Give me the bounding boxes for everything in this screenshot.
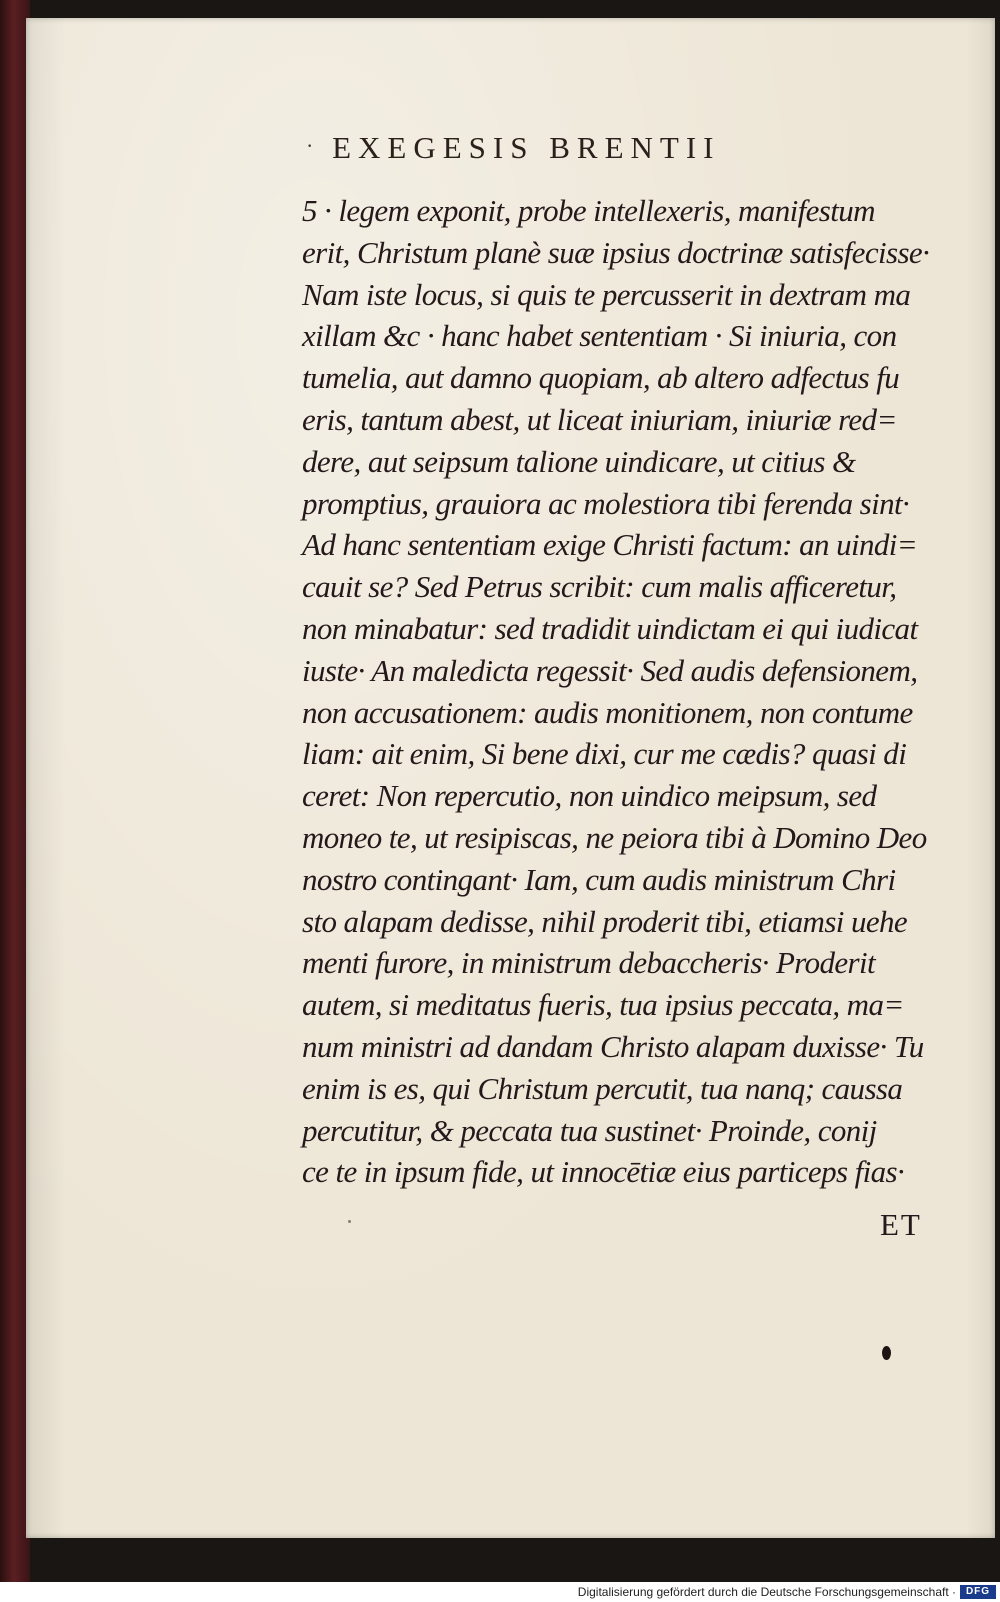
text-line: non minabatur: sed tradidit uindictam ei qui iudicat: [302, 610, 918, 646]
running-head-ornament: ·: [306, 133, 318, 158]
text-line: nostro contingant· Iam, cum audis ministrum Chri: [302, 861, 896, 897]
text-line: ceret: Non repercutio, non uindico meipsum, sed: [302, 778, 877, 814]
ink-speck: [348, 1220, 351, 1223]
text-line: num ministri ad dandam Christo alapam duxisse· Tu: [302, 1028, 924, 1064]
text-line: cauit se? Sed Petrus scribit: cum malis afficeretur,: [302, 569, 897, 605]
text-line: eris, tantum abest, ut liceat iniuriam, iniuriæ red=: [302, 401, 897, 437]
text-line: enim is es, qui Christum percutit, tua nanq; caussa: [302, 1070, 903, 1106]
funding-credit: Digitalisierung gefördert durch die Deutsche Forschungsgemeinschaft ·: [577, 1585, 956, 1599]
dfg-logo-icon: DFG: [960, 1585, 996, 1599]
text-line: autem, si meditatus fueris, tua ipsius peccata, ma=: [302, 987, 904, 1023]
text-line: promptius, grauiora ac molestiora tibi ferenda sint·: [302, 485, 910, 521]
running-head-title: EXEGESIS BRENTII: [332, 130, 721, 165]
text-line: sto alapam dedisse, nihil proderit tibi, etiamsi uehe: [302, 903, 908, 939]
digitization-footer: [0, 1582, 1000, 1602]
text-line: Nam iste locus, si quis te percusserit in dextram ma: [302, 276, 911, 312]
text-line: percutitur, & peccata tua sustinet· Proinde, conij: [302, 1112, 877, 1148]
text-line: erit, Christum planè suæ ipsius doctrinæ satisfecisse·: [302, 234, 930, 270]
text-line: iuste· An maledicta regessit· Sed audis defensionem,: [302, 652, 918, 688]
text-line: moneo te, ut resipiscas, ne peiora tibi à Domino Deo: [302, 819, 927, 855]
text-line: dere, aut seipsum talione uindicare, ut citius &: [302, 443, 856, 479]
running-head: [306, 130, 886, 174]
text-line: non accusationem: audis monitionem, non contume: [302, 694, 913, 730]
ink-blot: [882, 1346, 891, 1360]
body-text: [302, 190, 952, 1193]
catchword: ET: [880, 1207, 922, 1242]
text-line: xillam &c · hanc habet sententiam · Si iniuria, con: [302, 318, 897, 354]
text-line: 5 · legem exponit, probe intellexeris, manifestum: [302, 193, 875, 228]
text-line: liam: ait enim, Si bene dixi, cur me cædis? quasi di: [302, 736, 907, 772]
text-line: Ad hanc sententiam exige Christi factum: an uindi=: [302, 527, 918, 563]
text-line: menti furore, in ministrum debaccheris· Proderit: [302, 945, 876, 981]
text-line: tumelia, aut damno quopiam, ab altero adfectus fu: [302, 360, 900, 396]
text-line: ce te in ipsum fide, ut innocētiæ eius particeps fias·: [302, 1154, 905, 1190]
